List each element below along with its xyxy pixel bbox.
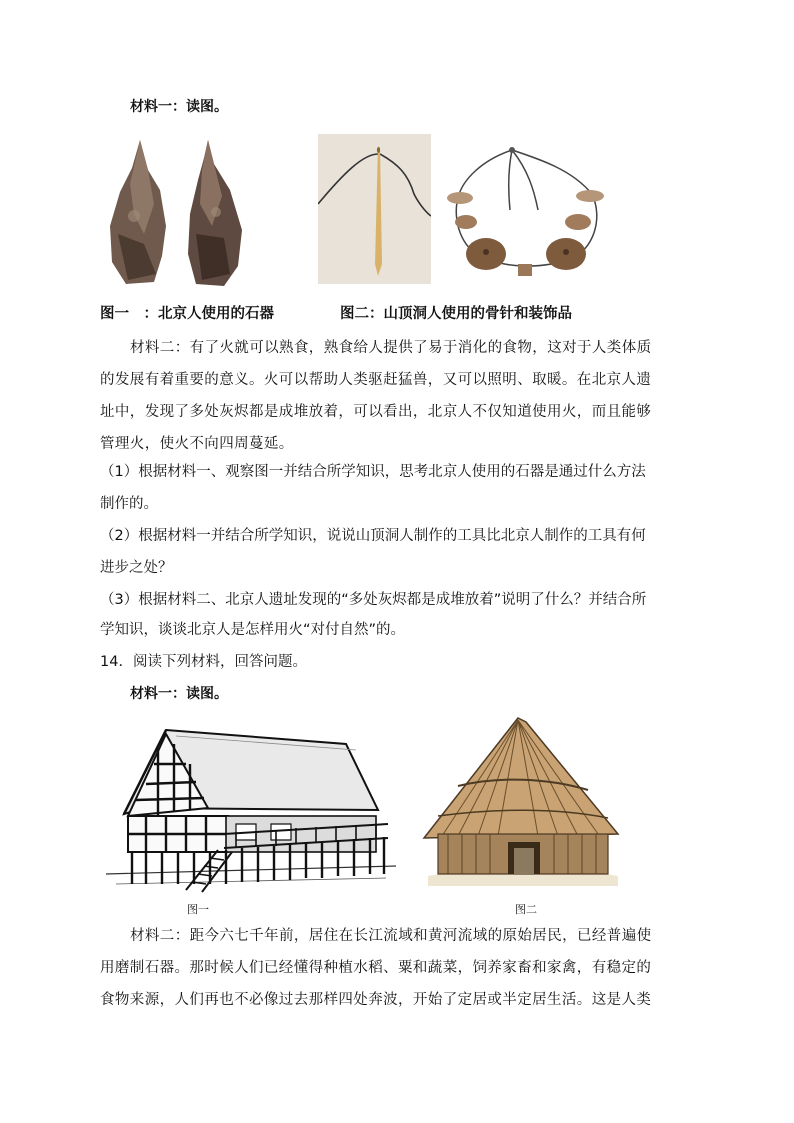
material-2b-line-1: 材料二：距今六七千年前，居住在长江流域和黄河流域的原始居民，已经普遍使	[130, 928, 652, 944]
thatched-hut-image	[418, 716, 628, 894]
question-14-title: 14．阅读下列材料，回答问题。	[100, 654, 307, 670]
stilt-house-image	[106, 724, 396, 896]
ornaments-necklace-image	[442, 140, 612, 288]
house-figure-2-label: 图二	[515, 903, 537, 916]
question-2-line-1: （2）根据材料一并结合所学知识，说说山顶洞人制作的工具比北京人制作的工具有何	[100, 528, 646, 544]
material-2-line-2: 的发展有着重要的意义。火可以帮助人类驱赶猛兽，又可以照明、取暖。在北京人遗	[100, 372, 652, 388]
house-figure-1-label: 图一	[187, 903, 209, 916]
material-2b-line-2: 用磨制石器。那时候人们已经懂得种植水稻、粟和蔬菜，饲养家畜和家禽，有稳定的	[100, 960, 652, 976]
question-1-line-1: （1）根据材料一、观察图一并结合所学知识，思考北京人使用的石器是通过什么方法	[100, 464, 646, 480]
question-2-line-2: 进步之处？	[100, 560, 173, 576]
stone-tools-image	[104, 134, 250, 288]
figure-2-caption: 图二：山顶洞人使用的骨针和装饰品	[340, 306, 572, 322]
bone-needle-image	[318, 134, 431, 284]
material-2-line-3: 址中，发现了多处灰烬都是成堆放着，可以看出，北京人不仅知道使用火，而且能够	[100, 404, 652, 420]
material-1-label: 材料一：读图。	[130, 99, 228, 115]
material-2-line-4: 管理火，使火不向四周蔓延。	[100, 436, 294, 452]
material-2b-line-3: 食物来源，人们再也不必像过去那样四处奔波，开始了定居或半定居生活。这是人类	[100, 992, 652, 1008]
question-3-line-1: （3）根据材料二、北京人遗址发现的“多处灰烬都是成堆放着”说明了什么？并结合所	[100, 592, 647, 608]
material-2-line-1: 材料二：有了火就可以熟食，熟食给人提供了易于消化的食物，这对于人类体质	[130, 340, 652, 356]
question-1-line-2: 制作的。	[100, 496, 158, 512]
question-3-line-2: 学知识，谈谈北京人是怎样用火“对付自然”的。	[100, 622, 406, 638]
material-1-label-q14: 材料一：读图。	[130, 686, 228, 702]
figure-1-caption: 图一 ：北京人使用的石器	[100, 306, 274, 322]
